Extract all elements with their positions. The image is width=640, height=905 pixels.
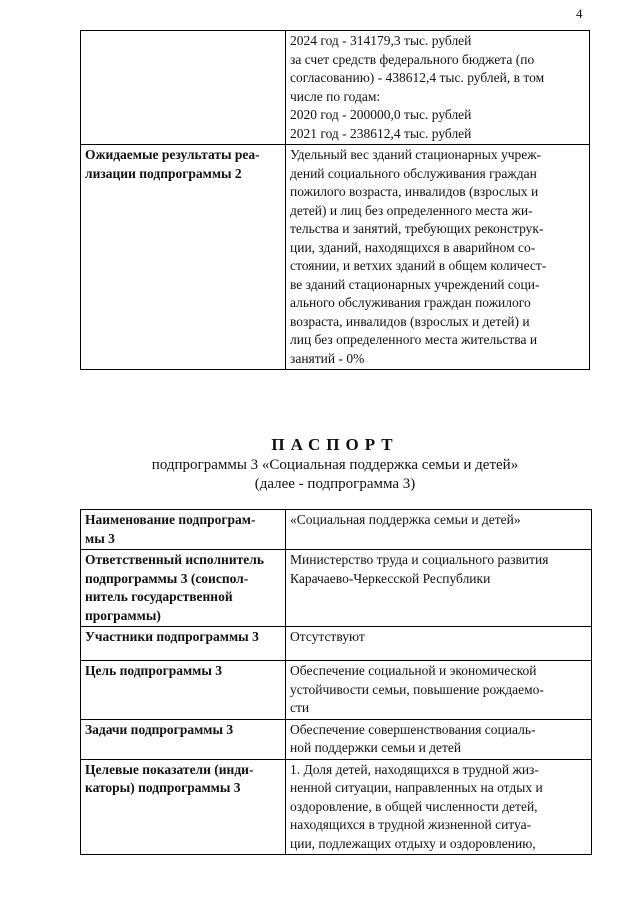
text-line: ального обслуживания граждан пожилого	[290, 295, 531, 310]
text-line: ве зданий стационарных учреждений соци-	[290, 276, 540, 292]
label-line: Цель подпрограммы 3	[85, 663, 223, 678]
row-label	[81, 510, 286, 550]
subprogram-3-passport-table	[80, 509, 592, 855]
text-line: пожилого возраста, инвалидов (взрослых и	[290, 184, 539, 199]
label-line: Ожидаемые результаты реа-	[85, 147, 260, 162]
text-line: устойчивости семьи, повышение рождаемо-	[290, 681, 544, 697]
text-line: числе по годам:	[290, 88, 381, 104]
text-line: согласованию) - 438612,4 тыс. рублей, в том	[290, 70, 545, 85]
table-row	[81, 145, 590, 370]
row-label	[81, 145, 286, 370]
text-line: Карачаево-Черкесской Республики	[290, 570, 491, 586]
text-line: Отсутствуют	[290, 629, 365, 644]
text-line: сти	[290, 700, 310, 715]
table-row	[81, 719, 592, 759]
table-row	[81, 627, 592, 661]
table-row	[81, 510, 592, 550]
row-value	[286, 550, 592, 627]
text-line: тельства и занятий, требующих реконструк-	[290, 221, 544, 236]
text-line: «Социальная поддержка семьи и детей»	[290, 512, 521, 527]
text-line: дений социального обслуживания граждан	[290, 165, 537, 181]
row-label	[81, 759, 286, 855]
table-row	[81, 550, 592, 627]
text-line: 2024 год - 314179,3 тыс. рублей	[290, 33, 472, 48]
text-line: ной поддержки семьи и детей	[290, 740, 462, 755]
row-value	[286, 759, 592, 855]
text-line: Удельный вес зданий стационарных учреж-	[290, 147, 542, 162]
row-value	[286, 510, 592, 550]
text-line: лиц без определенного места жительства и	[290, 332, 538, 347]
label-line: Ответственный исполнитель	[85, 552, 264, 567]
text-line: 2020 год - 200000,0 тыс. рублей	[290, 107, 472, 122]
label-line: мы 3	[85, 530, 115, 546]
text-line: оздоровление, в общей численности детей,	[290, 798, 538, 814]
label-line: Задачи подпрограммы 3	[85, 721, 234, 737]
label-line: подпрограммы 3 (соиспол-	[85, 570, 249, 586]
text-line: Обеспечение совершенствования социаль-	[290, 721, 536, 737]
text-line: 1. Доля детей, находящихся в трудной жиз-	[290, 761, 539, 777]
text-line: находящихся в трудной жизненной ситуа-	[290, 817, 532, 832]
label-line: Наименование подпрограм-	[85, 512, 256, 527]
subprogram-2-continuation-table	[80, 30, 590, 370]
text-line: Министерство труда и социального развития	[290, 552, 549, 567]
table-row	[81, 759, 592, 855]
passport-note: (далее - подпрограмма 3)	[254, 476, 416, 492]
passport-subtitle: подпрограммы 3 «Социальная поддержка семьи и детей»	[151, 457, 519, 473]
text-line: за счет средств федерального бюджета (по	[290, 51, 535, 67]
text-line: ции, зданий, находящихся в аварийном со-	[290, 239, 536, 255]
table-row	[81, 661, 592, 720]
row-label	[81, 31, 286, 145]
label-line: каторы) подпрограммы 3	[85, 780, 241, 795]
row-label	[81, 661, 286, 720]
text-line: Обеспечение социальной и экономической	[290, 663, 537, 678]
row-value	[286, 661, 592, 720]
text-line: ции, подлежащих отдыху и оздоровлению,	[290, 835, 536, 851]
passport-header	[0, 434, 640, 494]
label-line: Целевые показатели (инди-	[85, 761, 254, 777]
label-line: Участники подпрограммы 3	[85, 629, 259, 644]
label-line: программы)	[85, 607, 161, 623]
row-label	[81, 550, 286, 627]
text-line: возраста, инвалидов (взрослых и детей) и	[290, 313, 530, 329]
text-line: стоянии, и ветхих зданий в общем количест-	[290, 258, 547, 273]
table-row	[81, 31, 590, 145]
row-value	[286, 719, 592, 759]
page-number: 4	[576, 6, 583, 21]
text-line: занятий - 0%	[290, 350, 365, 366]
passport-title: ПАСПОРТ	[271, 435, 399, 454]
text-line: 2021 год - 238612,4 тыс. рублей	[290, 125, 472, 141]
row-value	[286, 31, 590, 145]
row-label	[81, 627, 286, 661]
label-line: нитель государственной	[85, 589, 233, 604]
text-line: детей) и лиц без определенного места жи-	[290, 202, 533, 218]
row-value	[286, 145, 590, 370]
label-line: лизации подпрограммы 2	[85, 165, 242, 181]
row-value	[286, 627, 592, 661]
row-label	[81, 719, 286, 759]
text-line: ненной ситуации, направленных на отдых и	[290, 780, 543, 795]
